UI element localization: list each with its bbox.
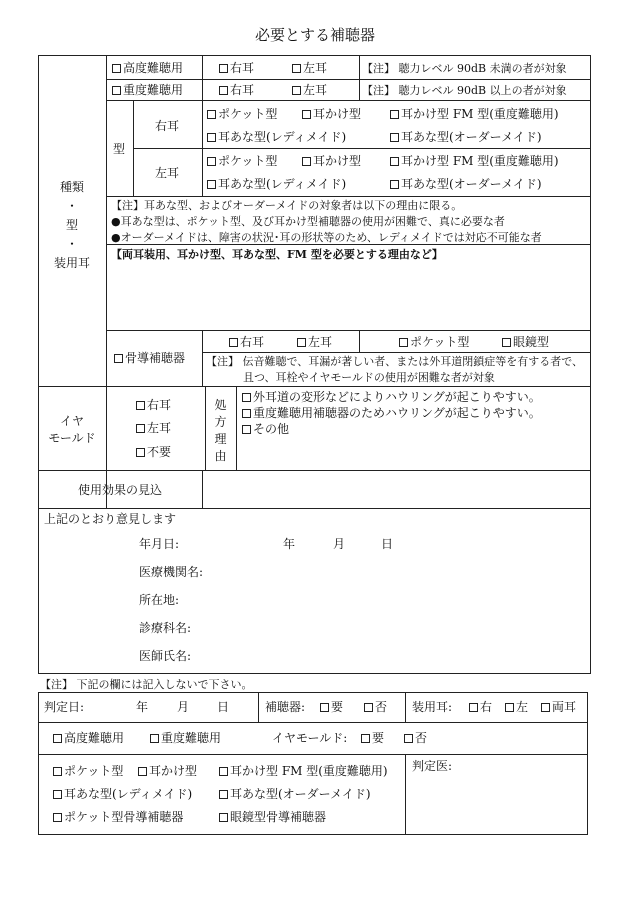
effect-input[interactable]: [204, 472, 589, 506]
judge-month: 月: [177, 700, 190, 714]
earmold-label: イヤ モールド: [48, 414, 96, 445]
judge-very-severe-checkbox[interactable]: 重度難聴用: [150, 732, 221, 744]
left-ite-custom-checkbox[interactable]: 耳あな型(オーダーメイド): [390, 178, 542, 190]
office-use-note: 【注】 下記の欄には記入しないで下さい。: [40, 678, 253, 691]
effect-label: 使用効果の見込: [77, 483, 162, 497]
bone-pocket-checkbox[interactable]: ポケット型: [399, 336, 469, 348]
prescription-reason-label: 処 方 理 由: [214, 398, 227, 463]
severe-left-checkbox[interactable]: 左耳: [292, 62, 327, 74]
bone-note-line1: 【注】 伝音難聴で、耳漏が著しい者、または外耳道閉鎖症等を有する者で、: [206, 355, 584, 368]
judge-aid-label: 補聴器:: [265, 700, 306, 714]
right-bte-fm-checkbox[interactable]: 耳かけ型 FM 型(重度難聴用): [390, 108, 559, 120]
judge-type-pocket-bone-checkbox[interactable]: ポケット型骨導補聴器: [53, 811, 183, 823]
judge-type-bte-checkbox[interactable]: 耳かけ型: [138, 765, 197, 777]
very-severe-checkbox[interactable]: 重度難聴用: [112, 84, 183, 96]
reason-heading: 【両耳装用、耳かけ型、耳あな型、FM 型を必要とする理由など】: [111, 248, 443, 261]
reason-other-checkbox[interactable]: その他: [242, 423, 289, 435]
bone-right-checkbox[interactable]: 右耳: [229, 336, 264, 348]
right-ite-ready-checkbox[interactable]: 耳あな型(レディメイド): [207, 131, 346, 143]
judge-mold-need-checkbox[interactable]: 要: [361, 732, 384, 744]
reason-howling-canal-checkbox[interactable]: 外耳道の変形などによりハウリングが起こりやすい。: [242, 391, 541, 403]
judge-type-ite-custom-checkbox[interactable]: 耳あな型(オーダーメイド): [219, 788, 371, 800]
right-ite-custom-checkbox[interactable]: 耳あな型(オーダーメイド): [390, 131, 542, 143]
reason-howling-severe-checkbox[interactable]: 重度難聴用補聴器のためハウリングが起こりやすい。: [242, 407, 541, 419]
institution-label: 医療機関名:: [139, 565, 204, 579]
judge-aid-need-checkbox[interactable]: 要: [320, 701, 343, 713]
judge-type-bte-fm-checkbox[interactable]: 耳かけ型 FM 型(重度難聴用): [219, 765, 388, 777]
judge-both-checkbox[interactable]: 両耳: [541, 701, 576, 713]
date-year: 年: [283, 537, 296, 551]
severe-checkbox[interactable]: 高度難聴用: [112, 62, 183, 74]
judge-severe-checkbox[interactable]: 高度難聴用: [53, 732, 124, 744]
doctor-name-label: 医師氏名:: [139, 649, 192, 663]
left-ite-ready-checkbox[interactable]: 耳あな型(レディメイド): [207, 178, 346, 190]
bone-aid-checkbox[interactable]: 骨導補聴器: [114, 352, 185, 364]
very-severe-right-checkbox[interactable]: 右耳: [219, 84, 254, 96]
judge-date-label: 判定日:: [44, 700, 85, 714]
earmold-right-checkbox[interactable]: 右耳: [136, 399, 171, 411]
date-month: 月: [333, 537, 346, 551]
judge-right-checkbox[interactable]: 右: [469, 701, 492, 713]
judge-type-pocket-checkbox[interactable]: ポケット型: [53, 765, 123, 777]
severe-note: 【注】 聴力レベル 90dB 未満の者が対象: [362, 62, 567, 75]
right-ear-label: 右耳: [155, 119, 180, 133]
ite-note-heading: 【注】耳あな型、およびオーダーメイドの対象者は以下の理由に限る。: [111, 199, 463, 212]
department-label: 診療科名:: [139, 621, 192, 635]
type-label: 型: [113, 142, 126, 156]
judge-doctor-label: 判定医:: [412, 759, 453, 773]
judge-year: 年: [136, 700, 149, 714]
right-pocket-checkbox[interactable]: ポケット型: [207, 108, 277, 120]
bone-note-line2: 且つ、耳栓やイヤモールドの使用が困難な者が対象: [243, 371, 495, 384]
earmold-none-checkbox[interactable]: 不要: [136, 446, 171, 458]
custom-note-line: ●オーダーメイドは、障害の状況･耳の形状等のため、レディメイドでは対応不可能な者: [111, 231, 542, 244]
ite-note-line: ●耳あな型は、ポケット型、及び耳かけ型補聴器の使用が困難で、真に必要な者: [111, 215, 505, 228]
bone-left-checkbox[interactable]: 左耳: [297, 336, 332, 348]
date-label: 年月日:: [139, 537, 180, 551]
earmold-left-checkbox[interactable]: 左耳: [136, 422, 171, 434]
page-title: 必要とする補聴器: [254, 26, 375, 44]
left-ear-label: 左耳: [155, 166, 180, 180]
address-label: 所在地:: [139, 593, 180, 607]
judge-aid-no-checkbox[interactable]: 否: [364, 701, 387, 713]
opinion-heading: 上記のとおり意見します: [44, 512, 177, 526]
left-bte-checkbox[interactable]: 耳かけ型: [302, 155, 361, 167]
judge-mold-label: イヤモールド:: [272, 731, 348, 745]
judge-type-ite-ready-checkbox[interactable]: 耳あな型(レディメイド): [53, 788, 192, 800]
very-severe-note: 【注】 聴力レベル 90dB 以上の者が対象: [362, 84, 567, 97]
very-severe-left-checkbox[interactable]: 左耳: [292, 84, 327, 96]
reason-text-area[interactable]: [108, 264, 588, 328]
type-section-label: 種類 ・ 型 ・ 装用耳: [53, 180, 90, 270]
severe-right-checkbox[interactable]: 右耳: [219, 62, 254, 74]
right-bte-checkbox[interactable]: 耳かけ型: [302, 108, 361, 120]
date-day: 日: [381, 537, 394, 551]
judge-type-glasses-bone-checkbox[interactable]: 眼鏡型骨導補聴器: [219, 811, 326, 823]
bone-glasses-checkbox[interactable]: 眼鏡型: [502, 336, 549, 348]
left-pocket-checkbox[interactable]: ポケット型: [207, 155, 277, 167]
judge-day: 日: [217, 700, 230, 714]
judge-mold-no-checkbox[interactable]: 否: [404, 732, 427, 744]
judge-left-checkbox[interactable]: 左: [505, 701, 528, 713]
judge-ear-label: 装用耳:: [412, 700, 453, 714]
left-bte-fm-checkbox[interactable]: 耳かけ型 FM 型(重度難聴用): [390, 155, 559, 167]
